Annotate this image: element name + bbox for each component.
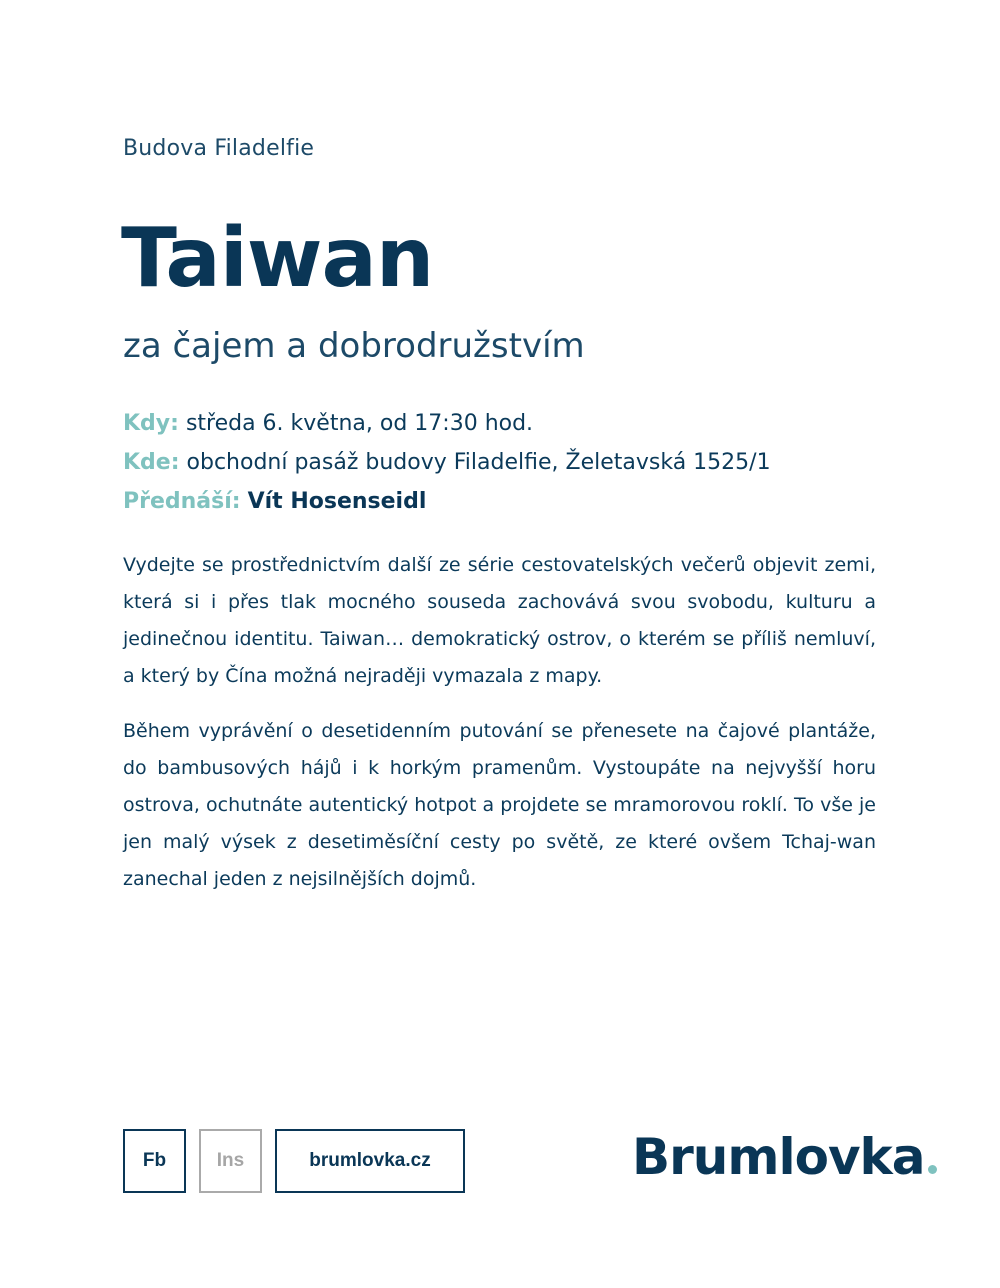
where-value: obchodní pasáž budovy Filadelfie, Želetavská 1525/1 bbox=[186, 450, 771, 475]
when-label: Kdy: bbox=[123, 411, 179, 436]
event-info bbox=[123, 404, 923, 521]
venue-name: Budova Filadelfie bbox=[123, 136, 315, 161]
instagram-link[interactable]: Ins bbox=[199, 1129, 262, 1193]
info-where bbox=[123, 443, 923, 482]
facebook-link[interactable]: Fb bbox=[123, 1129, 186, 1193]
brumlovka-logo bbox=[632, 1128, 937, 1186]
logo-dot-icon bbox=[928, 1165, 937, 1174]
when-value: středa 6. května, od 17:30 hod. bbox=[185, 411, 534, 436]
description-paragraph: Vydejte se prostřednictvím další ze série cestovatelských večerů objevit zemi, která si i přes tlak mocného souseda zachovává svou svobodu, kulturu a jedinečnou identitu. Taiwan… demokratický ostrov, o kterém se příliš nemluví, a který by Čína možná nejraději vymazala z mapy. bbox=[123, 554, 876, 687]
speaker-name: Vít Hosenseidl bbox=[247, 489, 427, 514]
description-paragraph: Během vyprávění o desetidenním putování se přenesete na čajové plantáže, do bambusových hájů i k horkým pramenům. Vystoupáte na nejvyšší horu ostrova, ochutnáte autentický hotpot a projdete se mramorovou roklí. To vše je jen malý výsek z desetiměsíční cesty po světě, ze které ovšem Tchaj-wan zanechal jeden z nejsilnějších dojmů. bbox=[123, 720, 876, 890]
speaker-label: Přednáší: bbox=[123, 489, 241, 514]
info-speaker bbox=[123, 482, 923, 521]
event-title: Taiwan bbox=[121, 211, 434, 306]
event-subtitle: za čajem a dobrodružstvím bbox=[123, 326, 585, 366]
website-link[interactable]: brumlovka.cz bbox=[275, 1129, 465, 1193]
logo-text: Brumlovka bbox=[632, 1128, 925, 1186]
where-label: Kde: bbox=[123, 450, 180, 475]
info-when bbox=[123, 404, 923, 443]
event-description bbox=[123, 547, 876, 916]
